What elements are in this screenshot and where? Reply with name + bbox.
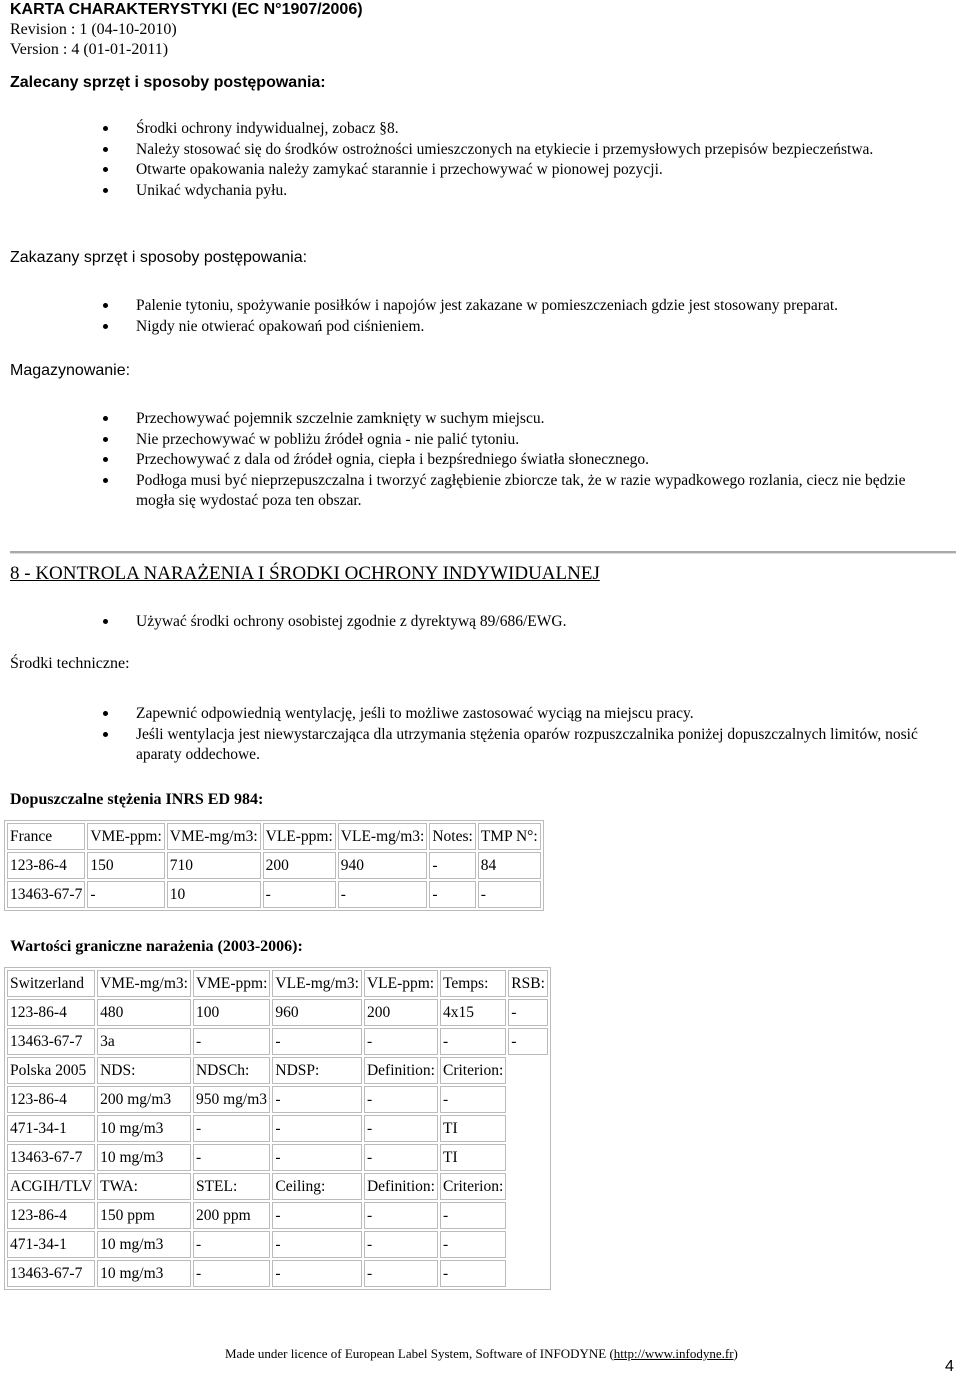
table-cell: TWA:	[97, 1173, 191, 1200]
table-cell: NDS:	[97, 1057, 191, 1084]
list-item: Należy stosować się do środków ostrożności umieszczonych na etykiecie i przemysłowych przepisów bezpieczeństwa.	[100, 140, 930, 161]
table-cell: -	[272, 1144, 362, 1171]
list-item: Otwarte opakowania należy zamykać starannie i przechowywać w pionowej pozycji.	[100, 160, 930, 181]
list-item: Przechowywać z dala od źródeł ognia, ciepła i bezpśredniego światła słonecznego.	[100, 450, 930, 471]
table-cell: Ceiling:	[272, 1173, 362, 1200]
table-cell: TI	[440, 1144, 506, 1171]
table-cell: -	[87, 881, 164, 908]
table-cell: -	[478, 881, 541, 908]
table-row	[7, 881, 541, 908]
table-cell: VME-ppm:	[87, 823, 164, 850]
table-cell: -	[440, 1202, 506, 1229]
table-cell: -	[263, 881, 336, 908]
list-item: Przechowywać pojemnik szczelnie zamknięty w suchym miejscu.	[100, 409, 930, 430]
version-line: Version : 4 (01-01-2011)	[10, 41, 169, 58]
table-row	[7, 1028, 548, 1055]
table-cell: 123-86-4	[7, 1086, 95, 1113]
list-item: Nigdy nie otwierać opakowań pod ciśnieniem.	[100, 317, 930, 338]
storage-list	[100, 409, 930, 512]
table-cell: 471-34-1	[7, 1231, 95, 1258]
table-cell: -	[193, 1115, 270, 1142]
technical-list	[100, 704, 930, 766]
table-cell: VLE-ppm:	[263, 823, 336, 850]
table-cell: 10 mg/m3	[97, 1144, 191, 1171]
table-cell: -	[364, 1115, 438, 1142]
table-cell: Definition:	[364, 1173, 438, 1200]
table-cell: Temps:	[440, 970, 506, 997]
table-cell: NDSCh:	[193, 1057, 270, 1084]
table-cell: 10 mg/m3	[97, 1231, 191, 1258]
table-cell: -	[272, 1028, 362, 1055]
table-row	[7, 1260, 548, 1287]
table-cell: 84	[478, 852, 541, 879]
table-cell: -	[193, 1028, 270, 1055]
table-cell: -	[440, 1260, 506, 1287]
table-cell: Criterion:	[440, 1173, 506, 1200]
table-cell: -	[364, 1231, 438, 1258]
table-cell: -	[364, 1202, 438, 1229]
table-cell: -	[193, 1231, 270, 1258]
table-cell: STEL:	[193, 1173, 270, 1200]
list-item: Używać środki ochrony osobistej zgodnie z dyrektywą 89/686/EWG.	[100, 612, 930, 633]
revision-line: Revision : 1 (04-10-2010)	[10, 21, 177, 38]
list-item: Palenie tytoniu, spożywanie posiłków i napojów jest zakazane w pomieszczeniach gdzie jest stosowany preparat.	[100, 296, 930, 317]
table-cell: VLE-mg/m3:	[272, 970, 362, 997]
footer-close: )	[733, 1346, 738, 1361]
list-item: Nie przechowywać w pobliżu źródeł ognia - nie palić tytoniu.	[100, 430, 930, 451]
table-cell: VME-mg/m3:	[97, 970, 191, 997]
table-cell: 100	[193, 999, 270, 1026]
storage-heading: Magazynowanie:	[10, 362, 131, 379]
table-cell: 3a	[97, 1028, 191, 1055]
table-row	[7, 852, 541, 879]
table-cell: 13463-67-7	[7, 1260, 95, 1287]
inrs-table	[4, 820, 544, 911]
table-cell: -	[272, 1202, 362, 1229]
table-cell: 150	[87, 852, 164, 879]
forbidden-list	[100, 296, 930, 337]
ppe-list	[100, 612, 930, 633]
footer-text: Made under licence of European Label System, Software of INFODYNE (	[225, 1346, 614, 1361]
table-cell: TMP N°:	[478, 823, 541, 850]
limits-table	[4, 967, 551, 1290]
table-cell: RSB:	[508, 970, 548, 997]
table-cell: 940	[338, 852, 428, 879]
table-cell: 13463-67-7	[7, 881, 85, 908]
table-cell: -	[364, 1028, 438, 1055]
footer	[225, 1346, 738, 1362]
table-cell: -	[440, 1028, 506, 1055]
table-cell: -	[508, 999, 548, 1026]
page-number: 4	[945, 1358, 954, 1375]
footer-link[interactable]: http://www.infodyne.fr	[613, 1346, 734, 1361]
table-row	[7, 1057, 548, 1084]
table-cell: Switzerland	[7, 970, 95, 997]
table-cell: 10 mg/m3	[97, 1260, 191, 1287]
table-cell: 200	[263, 852, 336, 879]
table-row	[7, 1144, 548, 1171]
recommended-list	[100, 119, 930, 201]
table-cell: Criterion:	[440, 1057, 506, 1084]
forbidden-heading: Zakazany sprzęt i sposoby postępowania:	[10, 249, 308, 266]
section-divider	[10, 551, 956, 554]
table-cell: 123-86-4	[7, 852, 85, 879]
table-cell: 471-34-1	[7, 1115, 95, 1142]
table-cell: 960	[272, 999, 362, 1026]
table-cell: 950 mg/m3	[193, 1086, 270, 1113]
table-cell: -	[193, 1260, 270, 1287]
inrs-heading: Dopuszczalne stężenia INRS ED 984:	[10, 791, 264, 808]
table-cell: -	[272, 1231, 362, 1258]
table-cell: Notes:	[429, 823, 475, 850]
table-cell: 4x15	[440, 999, 506, 1026]
table-cell: ACGIH/TLV	[7, 1173, 95, 1200]
table-cell: -	[272, 1115, 362, 1142]
section-8-title: 8 - KONTROLA NARAŻENIA I ŚRODKI OCHRONY INDYWIDUALNEJ	[10, 563, 600, 584]
table-cell: 200 ppm	[193, 1202, 270, 1229]
table-row	[7, 823, 541, 850]
table-cell: -	[429, 881, 475, 908]
list-item: Unikać wdychania pyłu.	[100, 181, 930, 202]
table-cell: Polska 2005	[7, 1057, 95, 1084]
table-cell: -	[364, 1144, 438, 1171]
table-cell: 10	[167, 881, 261, 908]
table-cell: 13463-67-7	[7, 1028, 95, 1055]
list-item: Zapewnić odpowiednią wentylację, jeśli to możliwe zastosować wyciąg na miejscu pracy.	[100, 704, 930, 725]
table-cell: 480	[97, 999, 191, 1026]
table-row	[7, 1086, 548, 1113]
table-cell: TI	[440, 1115, 506, 1142]
table-cell: -	[440, 1231, 506, 1258]
table-cell: 710	[167, 852, 261, 879]
table-cell: -	[338, 881, 428, 908]
table-row	[7, 999, 548, 1026]
table-row	[7, 1115, 548, 1142]
table-cell: 150 ppm	[97, 1202, 191, 1229]
limits-heading: Wartości graniczne narażenia (2003-2006):	[10, 938, 303, 955]
recommended-heading: Zalecany sprzęt i sposoby postępowania:	[10, 74, 326, 91]
table-row	[7, 970, 548, 997]
table-cell: VLE-mg/m3:	[338, 823, 428, 850]
list-item: Jeśli wentylacja jest niewystarczająca dla utrzymania stężenia oparów rozpuszczalnika poniżej dopuszczalnych limitów, nosić aparaty oddechowe.	[100, 725, 930, 766]
table-cell: -	[272, 1086, 362, 1113]
table-cell: VME-ppm:	[193, 970, 270, 997]
table-cell: 123-86-4	[7, 999, 95, 1026]
table-row	[7, 1202, 548, 1229]
table-cell: 200 mg/m3	[97, 1086, 191, 1113]
technical-heading: Środki techniczne:	[10, 655, 130, 672]
list-item: Podłoga musi być nieprzepuszczalna i tworzyć zagłębienie zbiorcze tak, że w razie wypadkowego rozlania, ciecz nie będzie mogła się wydostać poza ten obszar.	[100, 471, 930, 512]
table-cell: NDSP:	[272, 1057, 362, 1084]
table-cell: -	[508, 1028, 548, 1055]
table-cell: VME-mg/m3:	[167, 823, 261, 850]
table-cell: 10 mg/m3	[97, 1115, 191, 1142]
table-cell: -	[364, 1260, 438, 1287]
table-cell: -	[440, 1086, 506, 1113]
table-cell: 200	[364, 999, 438, 1026]
document-title: KARTA CHARAKTERYSTYKI (EC N°1907/2006)	[10, 1, 363, 18]
table-cell: VLE-ppm:	[364, 970, 438, 997]
table-cell: -	[272, 1260, 362, 1287]
table-row	[7, 1173, 548, 1200]
table-cell: France	[7, 823, 85, 850]
table-cell: -	[429, 852, 475, 879]
table-cell: 123-86-4	[7, 1202, 95, 1229]
table-cell: Definition:	[364, 1057, 438, 1084]
list-item: Środki ochrony indywidualnej, zobacz §8.	[100, 119, 930, 140]
table-cell: -	[364, 1086, 438, 1113]
table-cell: 13463-67-7	[7, 1144, 95, 1171]
table-row	[7, 1231, 548, 1258]
table-cell: -	[193, 1144, 270, 1171]
